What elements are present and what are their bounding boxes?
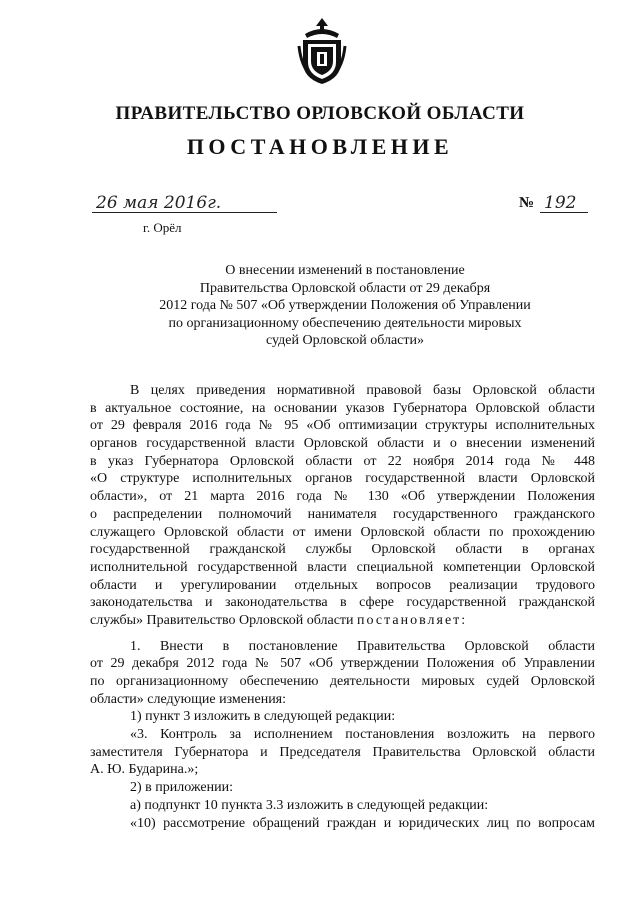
quote-3-line: А. Ю. Бударина.»; — [90, 762, 199, 778]
title-line: Правительства Орловской области от 29 декабря — [199, 280, 491, 296]
date-underline — [92, 212, 277, 213]
city-label: г. Орёл — [143, 220, 182, 235]
body-line: в актуальное состояние, на основании указов Губернатора Орловской области — [90, 400, 595, 416]
title-line: по организационному обеспечению деятельности мировых — [168, 315, 522, 331]
item-1-line: по организационному обеспечению деятельности мировых судей Орловской — [90, 674, 595, 689]
document-date — [92, 193, 277, 217]
document-type: ПОСТАНОВЛЕНИЕ — [186, 134, 454, 159]
body-line: в указ Губернатора Орловской области от 22 ноября 2014 года № 448 — [90, 453, 595, 469]
item-1-line: от 29 декабря 2012 года № 507 «Об утверждении Положения об Управлении — [90, 656, 595, 672]
body-line-final — [90, 612, 595, 630]
coat-of-arms-emblem — [297, 16, 347, 86]
subitem-2: 2) в приложении: — [130, 780, 233, 796]
body-line: службы» Правительство Орловской области — [90, 612, 354, 628]
body-line: исполнительной государственной власти специальной компетенции Орловской — [90, 559, 595, 575]
quote-3-line: заместителя Губернатора и Председателя Правительства Орловской области — [90, 744, 595, 760]
body-line: органов государственной власти Орловской области и о внесении изменений — [90, 436, 595, 452]
body-line: области», от 21 марта 2016 года № 130 «Об утверждении Положения — [90, 489, 595, 505]
number-underline — [540, 212, 588, 213]
body-line: государственной гражданской службы Орловской области в органах — [90, 542, 595, 558]
document-title — [90, 262, 600, 350]
subitem-1: 1) пункт 3 изложить в следующей редакции: — [130, 709, 396, 725]
body-line: «О структуре исполнительных органов государственной власти Орловской — [90, 471, 595, 487]
body-line: служащего Орловской области от имени Орловской области по прохождению — [90, 524, 595, 540]
body-line: законодательства и законодательства в сфере государственной гражданской — [90, 595, 595, 611]
handwritten-date: 26 мая 2016г. — [96, 193, 222, 213]
title-line: О внесении изменений в постановление — [225, 263, 465, 278]
subitem-2a: а) подпункт 10 пункта 3.3 изложить в следующей редакции: — [130, 797, 489, 813]
number-label: № — [519, 195, 535, 211]
decree-word: постановляет: — [357, 612, 468, 628]
title-line: судей Орловской области» — [265, 333, 424, 348]
item-1-line: 1. Внести в постановление Правительства Орловской области — [130, 638, 595, 654]
quote-3-line: «3. Контроль за исполнением постановления возложить на первого — [130, 727, 595, 743]
body-line: о распределении полномочий нанимателя государственного гражданского — [90, 506, 595, 522]
document-body — [90, 382, 595, 832]
body-line: области и урегулировании отдельных вопросов реализации трудового — [90, 577, 595, 593]
body-line: от 29 февраля 2016 года № 95 «Об оптимизации структуры исполнительных — [90, 418, 595, 434]
body-line: В целях приведения нормативной правовой базы Орловской области — [130, 383, 595, 398]
item-1-line: области» следующие изменения: — [90, 691, 287, 707]
title-line: 2012 года № 507 «Об утверждении Положения об Управлении — [159, 298, 531, 313]
organization-name: ПРАВИТЕЛЬСТВО ОРЛОВСКОЙ ОБЛАСТИ — [115, 103, 525, 124]
document-number — [540, 193, 588, 215]
handwritten-number: 192 — [544, 193, 577, 213]
quote-10-line: «10) рассмотрение обращений граждан и юридических лиц по вопросам — [130, 815, 595, 831]
